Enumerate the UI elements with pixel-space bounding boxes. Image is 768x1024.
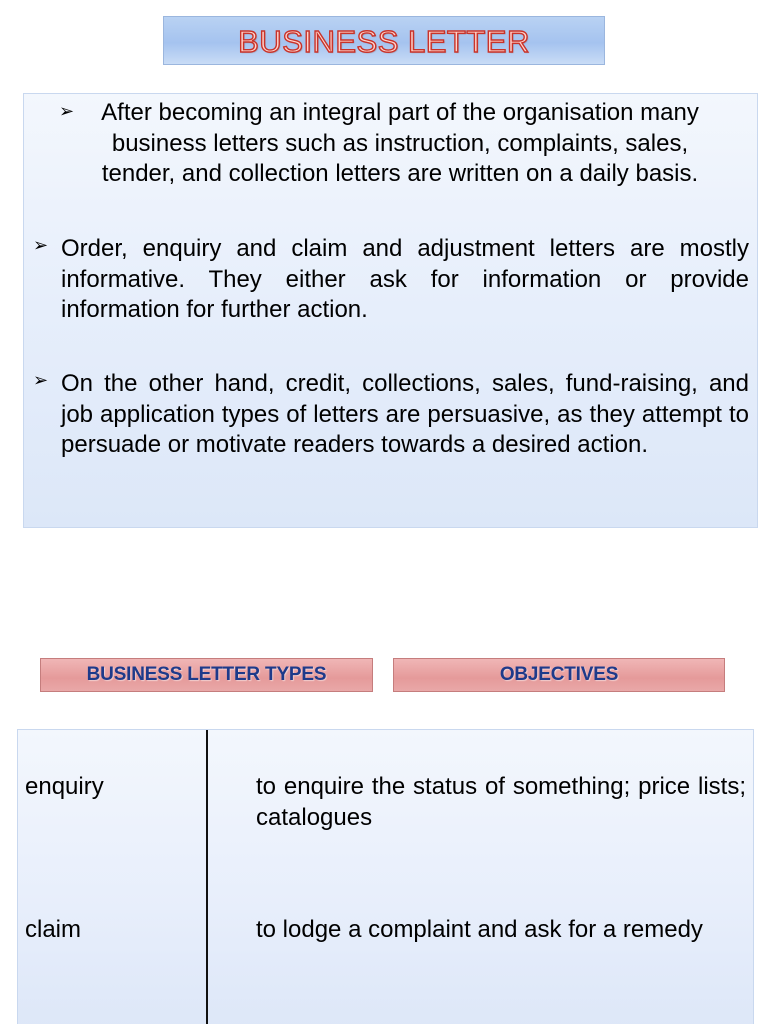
table-cell-type: claim (25, 916, 82, 943)
header-business-letter-types (40, 658, 373, 692)
letter-types-table (17, 729, 754, 1024)
header-label: OBJECTIVES (499, 664, 619, 685)
arrowhead-bullet-icon: ➢ (59, 101, 75, 121)
header-objectives (393, 658, 725, 692)
table-cell-type: enquiry (25, 773, 104, 800)
bullet-text: After becoming an integral part of the organisation many business letters such as instruction, complaints, sales, tender, and collection letters are written on a daily basis. (101, 99, 699, 187)
bullet-text: Order, enquiry and claim and adjustment letters are mostly informative. They either ask for information or provide information for further action. (61, 235, 749, 323)
table-cell-objective: to lodge a complaint and ask for a remedy (256, 916, 703, 943)
title-banner (163, 16, 605, 65)
page-title: BUSINESS LETTER (238, 24, 530, 59)
intro-panel (23, 93, 758, 528)
column-divider (206, 730, 208, 1024)
table-cell-objective: to enquire the status of something; price lists; catalogues (256, 773, 746, 831)
arrowhead-bullet-icon: ➢ (33, 235, 49, 255)
bullet-text: On the other hand, credit, collections, sales, fund-raising, and job application types of letters are persuasive, as they attempt to persuade or motivate readers towards a desired action. (61, 370, 749, 458)
arrowhead-bullet-icon: ➢ (33, 370, 49, 390)
header-label: BUSINESS LETTER TYPES (86, 664, 327, 685)
